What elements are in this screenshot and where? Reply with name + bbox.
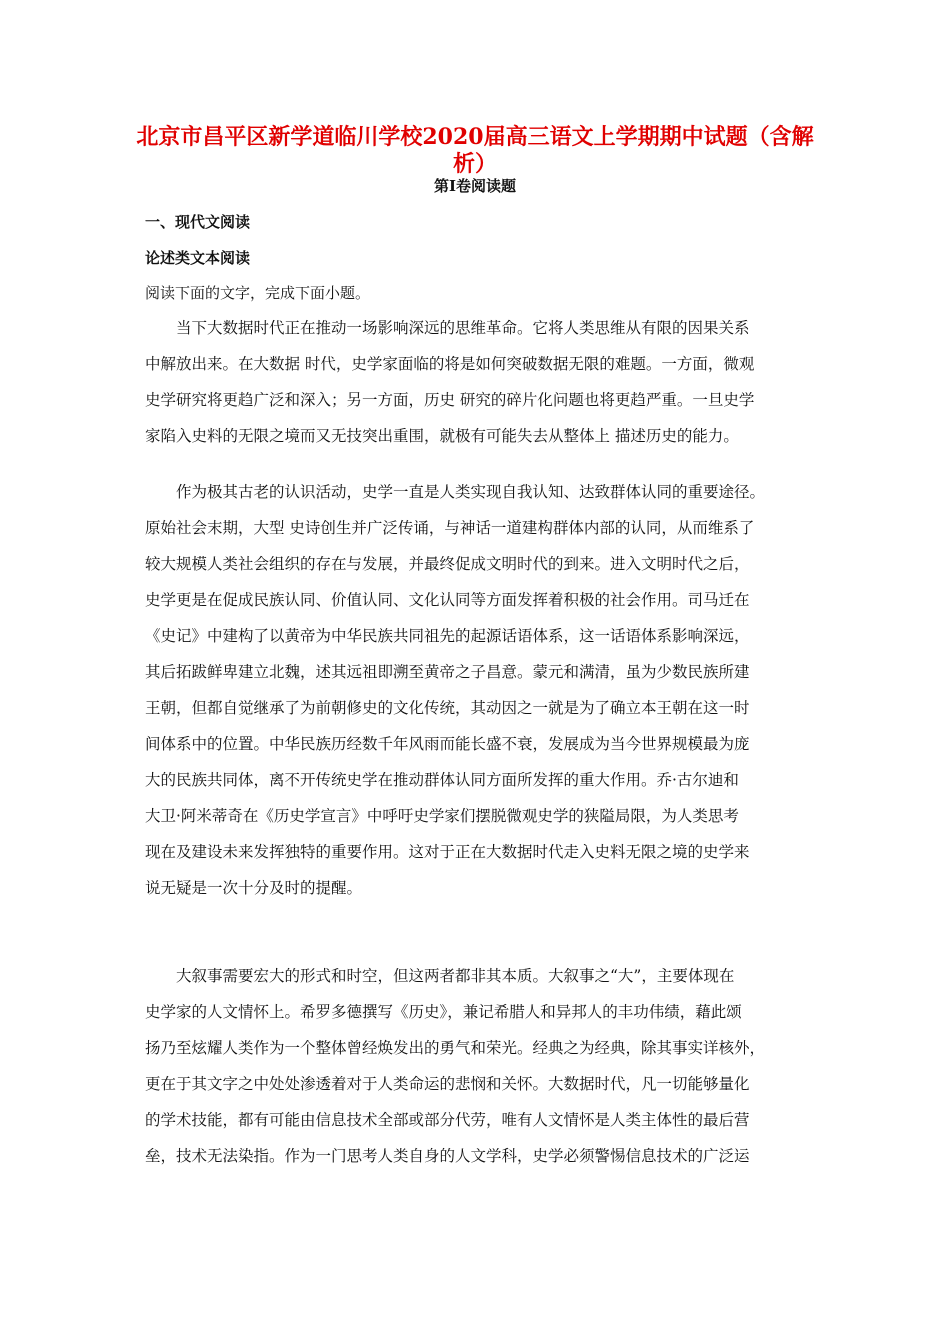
- paragraph-line: 间体系中的位置。中华民族历经数千年风雨而能长盛不衰，发展成为当今世界规模最为庞: [145, 735, 750, 753]
- paragraph-line: 现在及建设未来发挥独特的重要作用。这对于正在大数据时代走入史料无限之境的史学来: [145, 843, 750, 861]
- paragraph-line: 当下大数据时代正在推动一场影响深远的思维革命。它将人类思维从有限的因果关系: [145, 319, 750, 337]
- reading-instruction: 阅读下面的文字，完成下面小题。: [145, 284, 371, 302]
- paragraph-3: [145, 958, 805, 1174]
- paragraph-line: 的学术技能，都有可能由信息技术全部或部分代劳，唯有人文情怀是人类主体性的最后营: [145, 1111, 750, 1129]
- paragraph-line: 《史记》中建构了以黄帝为中华民族共同祖先的起源话语体系，这一话语体系影响深远，: [145, 627, 750, 645]
- paragraph-line: 更在于其文字之中处处渗透着对于人类命运的悲悯和关怀。大数据时代，凡一切能够量化: [145, 1075, 750, 1093]
- paragraph-line: 史学家的人文情怀上。希罗多德撰写《历史》，兼记希腊人和异邦人的丰功伟绩，藉此颂: [145, 1003, 742, 1021]
- part-subtitle: 第Ⅰ卷阅读题: [433, 177, 517, 195]
- document-title: 北京市昌平区新学道临川学校2020届高三语文上学期期中试题（含解析）: [136, 124, 814, 177]
- paragraph-line: 史学研究将更趋广泛和深入；另一方面，历史 研究的碎片化问题也将更趋严重。一旦史学: [145, 391, 755, 409]
- paragraph-line: 大卫·阿米蒂奇在《历史学宣言》中呼吁史学家们摆脱微观史学的狭隘局限，为人类思考: [145, 807, 739, 825]
- paragraph-line: 较大规模人类社会组织的存在与发展，并最终促成文明时代的到来。进入文明时代之后，: [145, 555, 750, 573]
- paragraph-line: 大叙事需要宏大的形式和时空，但这两者都非其本质。大叙事之“大”，主要体现在: [145, 967, 735, 985]
- paragraph-2: [145, 474, 805, 906]
- paragraph-line: 作为极其古老的认识活动，史学一直是人类实现自我认知、达致群体认同的重要途径。: [145, 483, 766, 501]
- paragraph-line: 垒，技术无法染指。作为一门思考人类自身的人文学科，史学必须警惕信息技术的广泛运: [145, 1147, 750, 1165]
- paragraph-line: 说无疑是一次十分及时的提醒。: [145, 879, 363, 897]
- paragraph-line: 王朝，但都自觉继承了为前朝修史的文化传统，其动因之一就是为了确立本王朝在这一时: [145, 699, 750, 717]
- paragraph-1: [145, 310, 805, 454]
- paragraph-line: 扬乃至炫耀人类作为一个整体曾经焕发出的勇气和荣光。经典之为经典，除其事实详核外，: [145, 1039, 766, 1057]
- paragraph-line: 大的民族共同体，离不开传统史学在推动群体认同方面所发挥的重大作用。乔·古尔迪和: [145, 771, 739, 789]
- subsection-heading: 论述类文本阅读: [145, 249, 251, 267]
- paragraph-line: 家陷入史料的无限之境而又无技突出重围，就极有可能失去从整体上 描述历史的能力。: [145, 427, 739, 445]
- paragraph-line: 原始社会末期，大型 史诗创生并广泛传诵，与神话一道建构群体内部的认同，从而维系了: [145, 519, 755, 537]
- paragraph-line: 其后拓跋鲜卑建立北魏，述其远祖即溯至黄帝之子昌意。蒙元和满清，虽为少数民族所建: [145, 663, 750, 681]
- paragraph-line: 史学更是在促成民族认同、价值认同、文化认同等方面发挥着积极的社会作用。司马迁在: [145, 591, 750, 609]
- paragraph-line: 中解放出来。在大数据 时代，史学家面临的将是如何突破数据无限的难题。一方面，微观: [145, 355, 755, 373]
- section-heading: 一、现代文阅读: [145, 213, 251, 231]
